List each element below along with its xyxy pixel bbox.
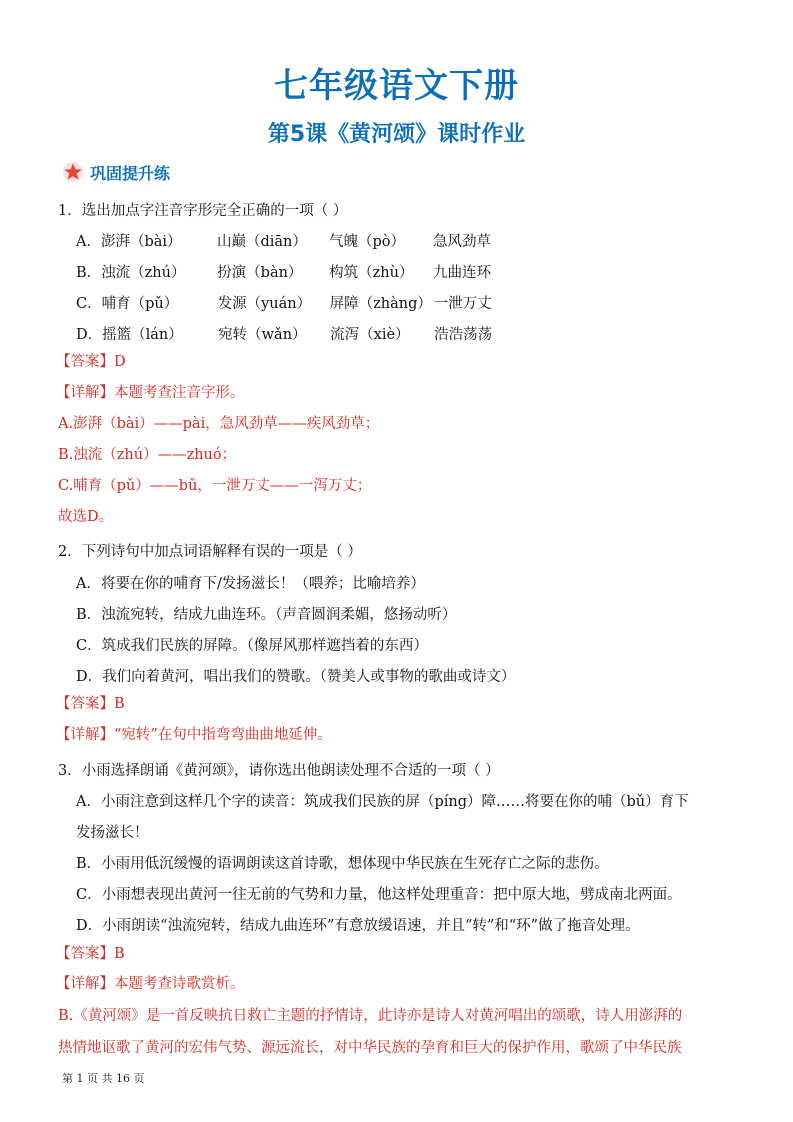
q1-option-b: B．浊流（zhú） 扮演（bàn） 构筑（zhù） 九曲连环: [76, 265, 492, 281]
q3-detail: 【详解】本题考查诗歌赏析。: [56, 976, 245, 992]
q2-answer: 【答案】B: [56, 696, 125, 712]
q2-detail: 【详解】“宛转”在句中指弯弯曲曲地延伸。: [56, 727, 332, 743]
q1-conclusion: 故选D。: [58, 509, 114, 525]
q2-option-b: B．浊流宛转，结成九曲连环。（声音圆润柔媚，悠扬动听）: [76, 607, 457, 623]
question-3-stem: 3．小雨选择朗诵《黄河颂》，请你选出他朗读处理不合适的一项（ ）: [58, 763, 500, 779]
section-label: 巩固提升练: [90, 163, 171, 183]
question-2-stem: 2．下列诗句中加点词语解释有误的一项是（ ）: [58, 544, 362, 560]
q1-option-d: D．摇篮（lán） 宛转（wǎn） 流泻（xiè） 浩浩荡荡: [76, 327, 493, 343]
q3-option-a-continued: 发扬滋长！: [76, 825, 149, 841]
star-icon: [62, 161, 84, 183]
document-title: 七年级语文下册: [274, 66, 519, 106]
q3-explanation-line-2: 热情地讴歌了黄河的宏伟气势、源远流长，对中华民族的孕育和巨大的保护作用，歌颂了中华民族: [58, 1040, 682, 1056]
q1-explanation-b: B.浊流（zhú）——zhuó；: [58, 447, 237, 463]
q1-explanation-a: A.澎湃（bài）——pài，急风劲草——疾风劲草；: [58, 416, 380, 432]
q1-option-c: C．哺育（pǔ） 发源（yuán） 屏障（zhàng） 一泄万丈: [76, 296, 492, 312]
page-number: 第 1 页 共 16 页: [62, 1072, 145, 1085]
question-1-stem: 1．选出加点字注音字形完全正确的一项（ ）: [58, 203, 348, 219]
q3-option-a: A．小雨注意到这样几个字的读音：筑成我们民族的屏（píng）障……将要在你的哺（bǔ）育下: [76, 794, 689, 810]
q2-option-a: A．将要在你的哺育下/发扬滋长！（喂养；比喻培养）: [76, 576, 425, 592]
q1-explanation-c: C.哺育（pǔ）——bǔ，一泄万丈——一泻万丈；: [58, 478, 372, 494]
q3-option-d: D．小雨朗读“浊流宛转，结成九曲连环”有意放缓语速，并且“转”和“环”做了拖音处理。: [76, 918, 640, 934]
q3-option-c: C．小雨想表现出黄河一往无前的气势和力量，他这样处理重音：把中原大地，劈成南北两面。: [76, 887, 682, 903]
q1-detail: 【详解】本题考查注音字形。: [56, 385, 245, 401]
q3-answer: 【答案】B: [56, 946, 125, 962]
q3-explanation-line-1: B.《黄河颂》是一首反映抗日救亡主题的抒情诗，此诗亦是诗人对黄河唱出的颂歌，诗人用澎湃的: [58, 1008, 683, 1024]
q2-option-d: D．我们向着黄河，唱出我们的赞歌。（赞美人或事物的歌曲或诗文）: [76, 669, 516, 685]
lesson-subtitle: 第5课《黄河颂》课时作业: [267, 122, 526, 147]
section-heading: [62, 160, 170, 184]
q1-answer: 【答案】D: [56, 354, 126, 370]
q2-option-c: C．筑成我们民族的屏障。（像屏风那样遮挡着的东西）: [76, 638, 428, 654]
q3-option-b: B．小雨用低沉缓慢的语调朗读这首诗歌，想体现中华民族在生死存亡之际的悲伤。: [76, 856, 609, 872]
q1-option-a: A．澎湃（bài） 山巅（diān） 气魄（pò） 急风劲草: [76, 234, 491, 250]
